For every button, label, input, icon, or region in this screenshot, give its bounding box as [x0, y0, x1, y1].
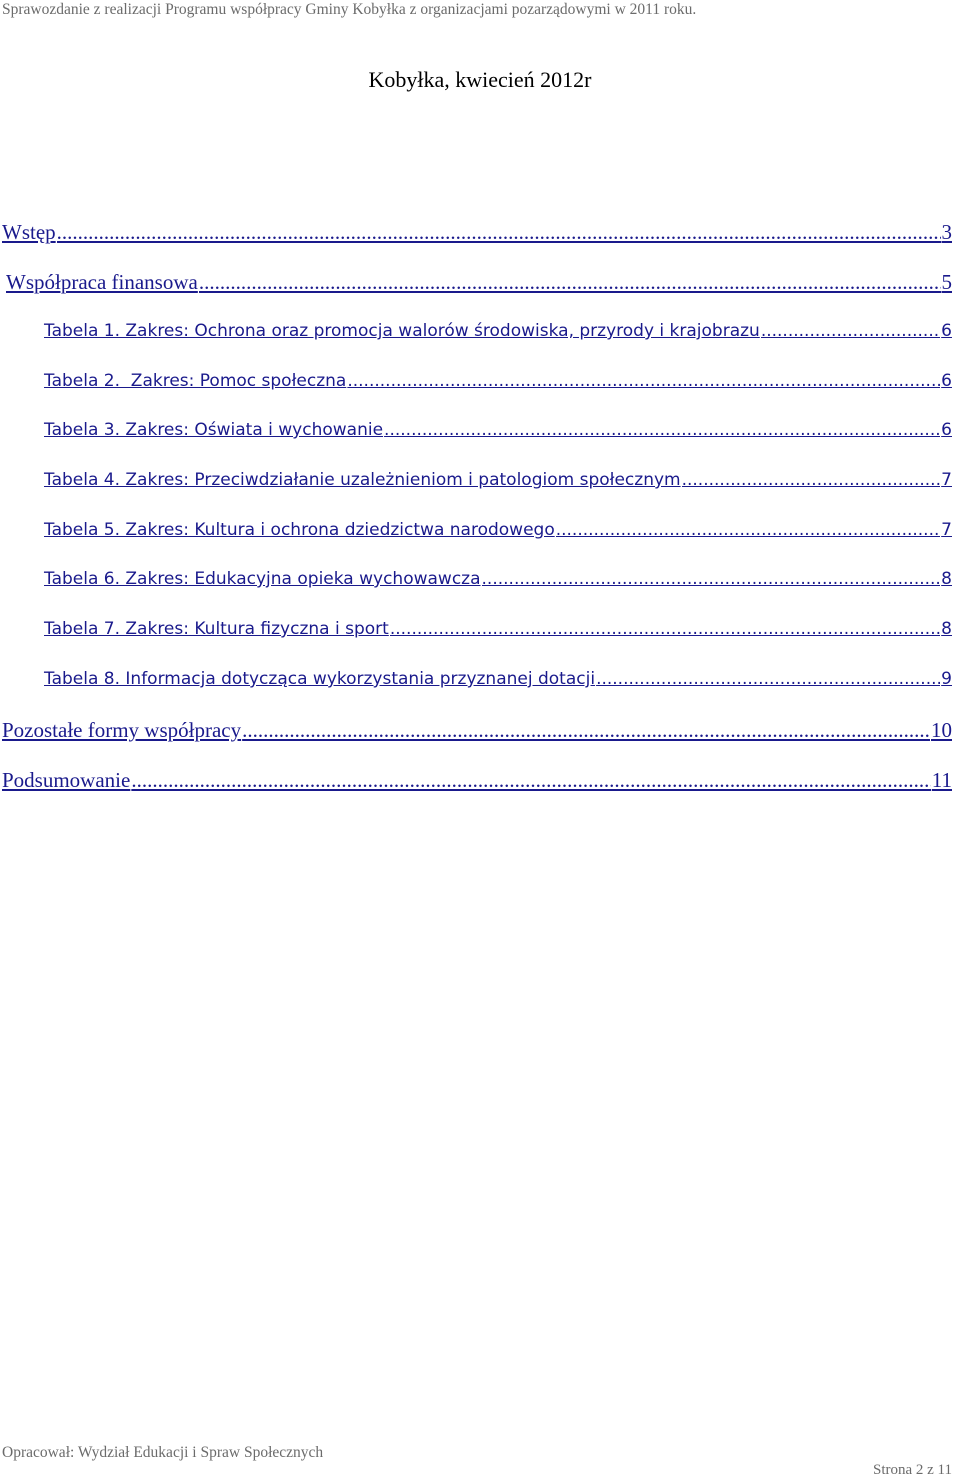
- toc-page-number: 6: [941, 371, 952, 391]
- toc-page-number: 6: [941, 321, 952, 341]
- toc-entry-tabela-5[interactable]: [44, 520, 952, 540]
- toc-entry-label: Tabela 2. Zakres: Pomoc społeczna: [44, 371, 347, 391]
- toc-entry-tabela-8[interactable]: [44, 669, 952, 689]
- footer-author: Opracował: Wydział Edukacji i Spraw Społecznych: [2, 1444, 324, 1461]
- toc-dot-leader: [761, 321, 940, 341]
- toc-entry-label: Współpraca finansowa: [6, 270, 198, 294]
- toc-entry-wstep[interactable]: [2, 220, 952, 245]
- toc-dot-leader: [596, 669, 940, 689]
- toc-page-number: 9: [941, 669, 952, 689]
- toc-page-number: 8: [941, 569, 952, 589]
- toc-dot-leader: [390, 619, 940, 639]
- toc-page-number: 7: [941, 520, 952, 540]
- toc-entry-label: Tabela 7. Zakres: Kultura fizyczna i sport: [44, 619, 389, 639]
- toc-dot-leader: [242, 718, 930, 743]
- toc-page-number: 7: [941, 470, 952, 490]
- toc-entry-tabela-1[interactable]: [44, 321, 952, 341]
- toc-entry-label: Wstęp: [2, 220, 56, 244]
- toc-page-number: 6: [941, 420, 952, 440]
- toc-entry-wspolpraca-finansowa[interactable]: [6, 270, 952, 295]
- toc-entry-pozostale-formy[interactable]: [2, 718, 952, 743]
- toc-entry-label: Tabela 1. Zakres: Ochrona oraz promocja walorów środowiska, przyrody i krajobrazu: [44, 321, 760, 341]
- toc-dot-leader: [682, 470, 941, 490]
- toc-entry-tabela-3[interactable]: [44, 420, 952, 440]
- toc-entry-label: Podsumowanie: [2, 768, 131, 792]
- place-date-line: Kobyłka, kwiecień 2012r: [368, 67, 592, 92]
- toc-dot-leader: [131, 768, 930, 793]
- toc-page-number: 11: [931, 768, 952, 792]
- toc-page-number: 8: [941, 619, 952, 639]
- toc-page-number: 10: [931, 718, 952, 742]
- toc-entry-label: Tabela 5. Zakres: Kultura i ochrona dziedzictwa narodowego: [44, 520, 555, 540]
- toc-dot-leader: [199, 270, 941, 295]
- toc-entry-label: Tabela 6. Zakres: Edukacyjna opieka wychowawcza: [44, 569, 481, 589]
- toc-dot-leader: [482, 569, 941, 589]
- toc-entry-tabela-4[interactable]: [44, 470, 952, 490]
- toc-entry-label: Tabela 4. Zakres: Przeciwdziałanie uzależnieniom i patologiom społecznym: [44, 470, 681, 490]
- footer-page-number: Strona 2 z 11: [872, 1462, 952, 1478]
- toc-entry-tabela-2[interactable]: [44, 371, 952, 391]
- toc-entry-podsumowanie[interactable]: [2, 768, 952, 793]
- toc-entry-label: Tabela 8. Informacja dotycząca wykorzystania przyznanej dotacji: [44, 669, 596, 689]
- toc-dot-leader: [384, 420, 940, 440]
- toc-page-number: 5: [941, 270, 952, 294]
- toc-page-number: 3: [941, 220, 952, 244]
- toc-entry-label: Pozostałe formy współpracy: [2, 718, 242, 742]
- toc-entry-label: Tabela 3. Zakres: Oświata i wychowanie: [44, 420, 384, 440]
- toc-dot-leader: [556, 520, 940, 540]
- toc-dot-leader: [57, 220, 941, 245]
- toc-entry-tabela-6[interactable]: [44, 569, 952, 589]
- toc-dot-leader: [347, 371, 940, 391]
- running-header: Sprawozdanie z realizacji Programu współpracy Gminy Kobyłka z organizacjami pozarządowymi w 2011 roku.: [2, 1, 697, 18]
- toc-entry-tabela-7[interactable]: [44, 619, 952, 639]
